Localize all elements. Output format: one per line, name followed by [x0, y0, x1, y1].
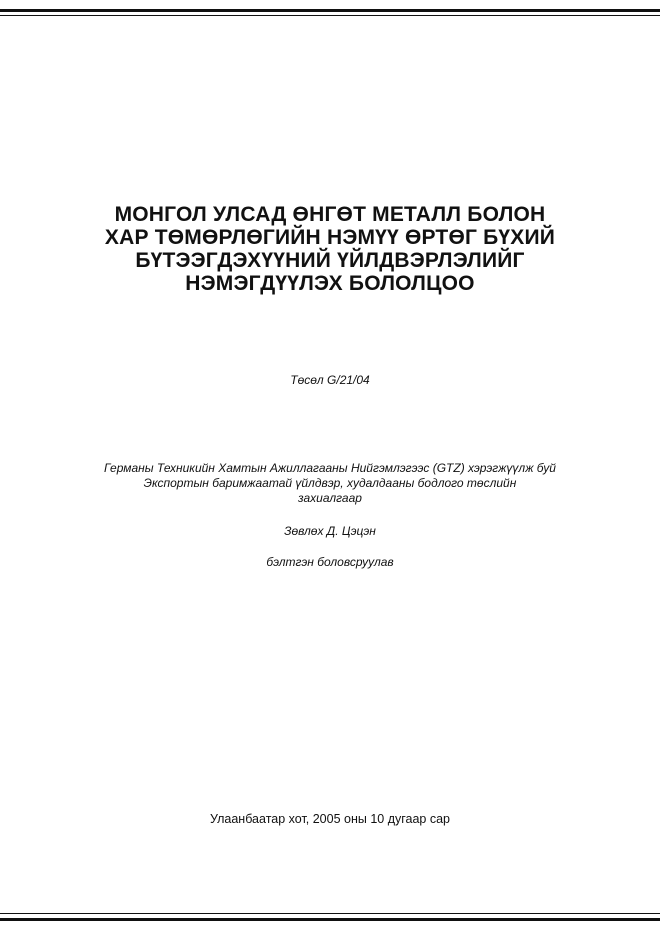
- title-line-3: БҮТЭЭГДЭХҮҮНИЙ ҮЙЛДВЭРЛЭЛИЙГ: [135, 249, 525, 272]
- project-code: Төсөл G/21/04: [290, 373, 370, 387]
- commission-line-1: Германы Техникийн Хамтын Ажиллагааны Нийгэмлэгээс (GTZ) хэрэгжүүлж буй: [104, 461, 556, 475]
- consultant-name: Зөвлөх Д. Цэцэн: [284, 524, 376, 538]
- bottom-rule-thick: [0, 918, 660, 921]
- commission-line-2: Экспортын баримжаатай үйлдвэр, худалдааны бодлого төслийн: [143, 476, 517, 490]
- bottom-rule-thin: [0, 913, 660, 914]
- commission-text: [40, 461, 620, 506]
- place-date: Улаанбаатар хот, 2005 оны 10 дугаар сар: [209, 812, 451, 826]
- prepared-by: бэлтгэн боловсруулав: [266, 555, 394, 569]
- title-line-2: ХАР ТӨМӨРЛӨГИЙН НЭМҮҮ ӨРТӨГ БҮХИЙ: [104, 226, 556, 249]
- document-title: [40, 203, 620, 295]
- title-line-4: НЭМЭГДҮҮЛЭХ БОЛОЛЦОО: [185, 272, 475, 295]
- top-rule-thin: [0, 15, 660, 16]
- top-rule-thick: [0, 9, 660, 12]
- commission-line-3: захиалгаар: [298, 491, 362, 505]
- title-line-1: МОНГОЛ УЛСАД ӨНГӨТ МЕТАЛЛ БОЛОН: [114, 203, 546, 226]
